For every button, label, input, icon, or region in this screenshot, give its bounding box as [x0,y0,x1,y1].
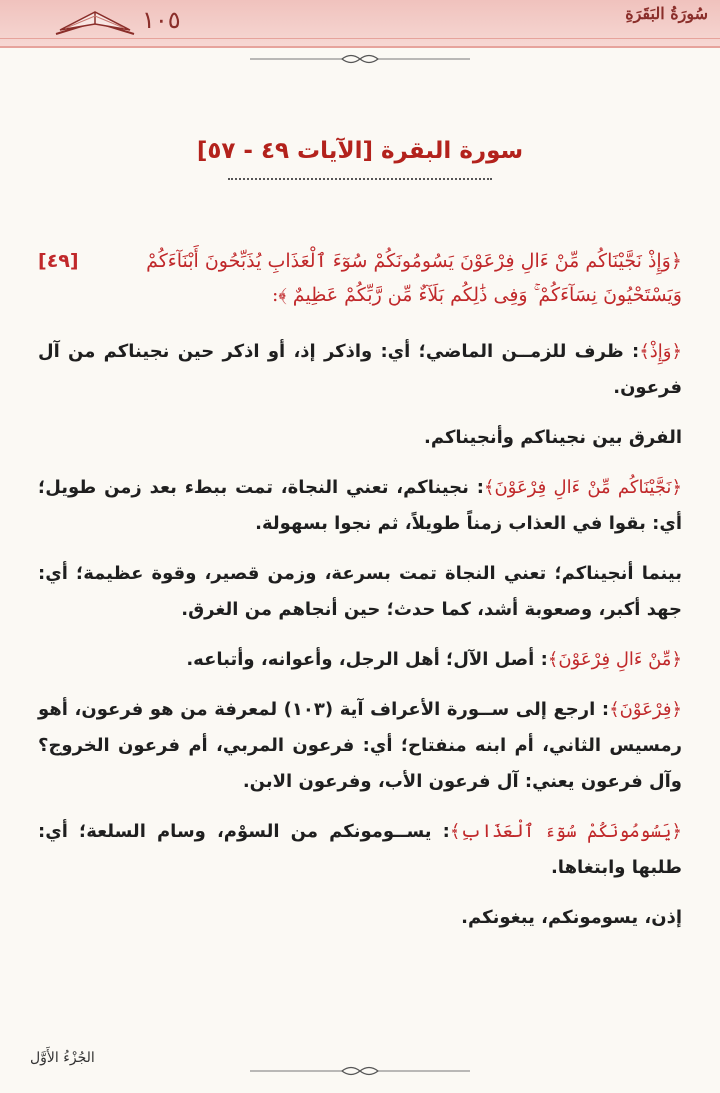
top-ornament-icon [250,52,470,66]
paragraph [38,814,682,886]
ayah-block [38,244,682,312]
bottom-ornament-icon [250,1064,470,1078]
paragraph [38,900,682,936]
ayah-text-line-2: وَيَسْتَحْيُونَ نِسَآءَكُمْ ۚ وَفِى ذَٰلِكُم بَلَآءٌ مِّن رَّبِّكُمْ عَظِيمٌ ﴾: [271,284,682,306]
paragraph-text: : ارجع إلى ســورة الأعراف آية (١٠٣) لمعرفة من هو فرعون، أهو رمسيس الثاني، أم ابنه منفتاح؛ أي: فرعون المربي، أم فرعون الخروج؟ وآل فرعون يعني: آل فرعون الأب، وفرعون الابن. [38,699,682,792]
page-header [0,0,720,48]
paragraph [38,642,682,678]
quranic-quote: ﴿يَسُومُونَكُمْ سُوٓءَ ٱلْعَذَابِ﴾ [449,821,682,842]
quranic-quote: ﴿نَجَّيْنَاكُم مِّنْ ءَالِ فِرْعَوْنَ﴾ [483,477,682,498]
paragraph [38,692,682,800]
title-underline [228,178,492,180]
paragraph-text: الفرق بين نجيناكم وأنجيناكم. [423,427,682,448]
quranic-quote: ﴿وَإِذْ﴾ [639,341,682,362]
header-rule [0,38,720,39]
ayah-text-line-1: ﴿وَإِذْ نَجَّيْنَاكُم مِّنْ ءَالِ فِرْعَوْنَ يَسُومُونَكُمْ سُوٓءَ ٱلْعَذَابِ يُذَبِّحُونَ أَبْنَآءَكُمْ [146,250,682,272]
ayah-number: [٤٩] [38,250,79,272]
paragraph-text: إذن، يسومونكم، يبغونكم. [461,907,682,928]
paragraph-text: : ظرف للزمــن الماضي؛ أي: واذكر إذ، أو اذكر حين نجيناكم من آل فرعون. [38,341,682,398]
paragraph-text: : يســومونكم من السوْم، وسام السلعة؛ أي: طلبها وابتغاها. [38,821,682,878]
paragraph [38,334,682,406]
paragraph-text: : أصل الآل؛ أهل الرجل، وأعوانه، وأتباعه. [186,649,548,670]
paragraph-text: بينما أنجيناكم؛ تعني النجاة تمت بسرعة، وزمن قصير، وقوة عظيمة؛ أي: جهد أكبر، وصعوبة أشد، كما حدث؛ حين أنجاهم من الغرق. [38,563,682,620]
quranic-quote: ﴿مِّنْ ءَالِ فِرْعَوْنَ﴾ [547,649,682,670]
paragraph [38,420,682,456]
paragraph-text: : نجيناكم، تعني النجاة، تمت ببطء بعد زمن طويل؛ أي: بقوا في العذاب زمناً طويلاً، ثم نجوا بسهولة. [38,477,682,534]
page-number: ١٠٥ [142,6,181,34]
footer-part-label: الجُزْءُ الأَوَّل [30,1050,95,1066]
quranic-quote: ﴿فِرْعَوْنَ﴾ [609,699,683,720]
paragraph [38,556,682,628]
surah-running-head: سُورَةُ البَقَرَةِ [625,4,708,23]
paragraph [38,470,682,542]
section-title: سورة البقرة [الآيات ٤٩ - ٥٧] [196,138,524,164]
open-book-icon [52,4,138,40]
main-content [38,244,682,950]
